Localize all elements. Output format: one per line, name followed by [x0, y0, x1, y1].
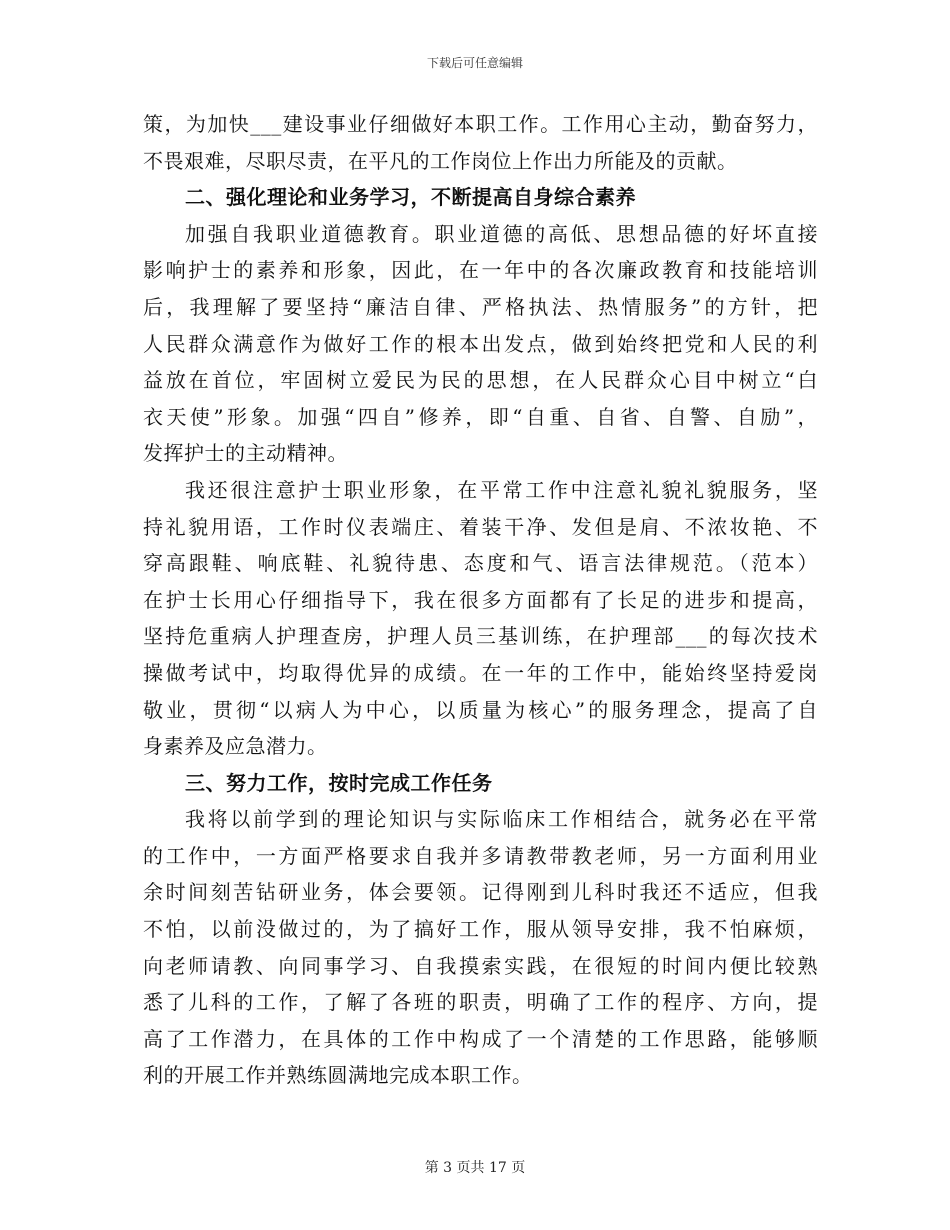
- body-line: 利的开展工作并熟练圆满地完成本职工作。: [143, 1063, 533, 1088]
- body-line: 操做考试中，均取得优异的成绩。在一年的工作中，能始终坚持爱岗: [143, 660, 818, 685]
- section-heading: 三、努力工作，按时完成工作任务: [185, 770, 493, 795]
- body-line: 人民群众满意作为做好工作的根本出发点，做到始终把党和人民的利: [143, 331, 818, 356]
- body-line: 策，为加快___建设事业仔细做好本职工作。工作用心主动，勤奋努力，: [143, 112, 818, 136]
- body-line: 我将以前学到的理论知识与实际临床工作相结合，就务必在平常: [185, 807, 818, 832]
- body-line: 益放在首位，牢固树立爱民为民的思想，在人民群众心目中树立“白: [143, 368, 818, 393]
- body-line: 高了工作潜力，在具体的工作中构成了一个清楚的工作思路，能够顺: [143, 1026, 818, 1051]
- body-line: 发挥护士的主动精神。: [143, 441, 348, 466]
- body-line: 加强自我职业道德教育。职业道德的高低、思想品德的好坏直接: [185, 221, 818, 246]
- body-line: 持礼貌用语，工作时仪表端庄、着装干净、发但是肩、不浓妆艳、不: [143, 514, 818, 539]
- body-line: 敬业，贯彻“以病人为中心，以质量为核心”的服务理念，提高了自: [143, 697, 818, 722]
- body-line: 向老师请教、向同事学习、自我摸索实践，在很短的时间内便比较熟: [143, 953, 818, 978]
- body-line: 坚持危重病人护理查房，护理人员三基训练，在护理部___的每次技术: [143, 624, 818, 649]
- body-line: 不畏艰难，尽职尽责，在平凡的工作岗位上作出力所能及的贡献。: [143, 148, 738, 173]
- body-line: 不怕，以前没做过的，为了搞好工作，服从领导安排，我不怕麻烦，: [143, 917, 818, 942]
- page-footer: 第 3 页共 17 页: [424, 1160, 526, 1176]
- body-line: 悉了儿科的工作，了解了各班的职责，明确了工作的程序、方向，提: [143, 990, 818, 1015]
- body-line: 的工作中，一方面严格要求自我并多请教带教老师，另一方面利用业: [143, 843, 818, 868]
- body-line: 余时间刻苦钻研业务，体会要领。记得刚到儿科时我还不适应，但我: [143, 880, 818, 905]
- body-line: 在护士长用心仔细指导下，我在很多方面都有了长足的进步和提高，: [143, 587, 818, 612]
- document-body: [143, 106, 818, 1094]
- body-line: 我还很注意护士职业形象，在平常工作中注意礼貌礼貌服务，坚: [185, 477, 818, 502]
- section-heading: 二、强化理论和业务学习，不断提高自身综合素养: [185, 185, 636, 210]
- body-line: 后，我理解了要坚持“廉洁自律、严格执法、热情服务”的方针，把: [143, 294, 818, 319]
- body-line: 身素养及应急潜力。: [143, 734, 328, 759]
- body-line: 穿高跟鞋、响底鞋、礼貌待患、态度和气、语言法律规范。（范本）: [143, 551, 818, 576]
- page-header: 下载后可任意编辑: [426, 56, 523, 70]
- body-line: 衣天使”形象。加强“四自”修养，即“自重、自省、自警、自励”，: [143, 404, 818, 429]
- body-line: 影响护士的素养和形象，因此，在一年中的各次廉政教育和技能培训: [143, 258, 818, 283]
